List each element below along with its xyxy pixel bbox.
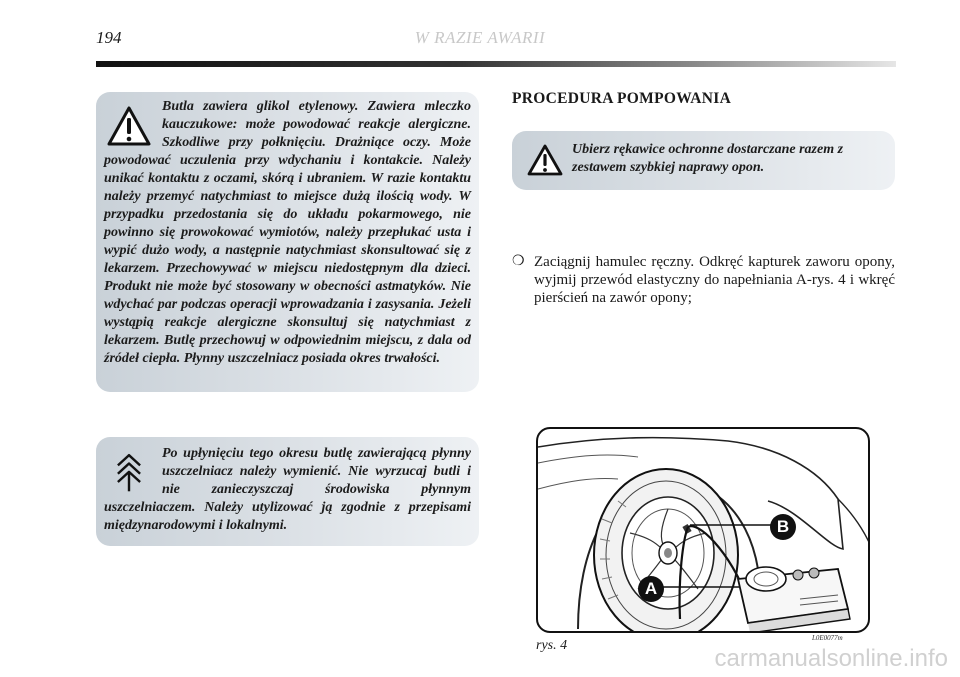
- warning-box-content: [104, 98, 471, 368]
- warning-triangle-icon: [104, 98, 154, 152]
- warning-box-gloves: [512, 131, 895, 190]
- gloves-warning-text: Ubierz rękawice ochronne dostarczane razem z zestawem szybkiej naprawy opon.: [572, 142, 844, 175]
- procedure-heading: PROCEDURA POMPOWANIA: [512, 90, 732, 107]
- section-title: W RAZIE AWARII: [414, 28, 546, 47]
- figure-code: L0E0077m: [812, 634, 843, 642]
- figure-caption: rys. 4: [536, 638, 568, 653]
- recycle-tree-icon: [104, 445, 154, 495]
- environment-box-content: [104, 445, 471, 535]
- bullet-text: Zaciągnij hamulec ręczny. Odkręć kapturek zaworu opony, wyjmij przewód elastyczny do napełniania A-rys. 4 i wkręć pierścień na zawór opony;: [534, 254, 895, 306]
- callout-a: [638, 576, 664, 602]
- warning-triangle-icon: [526, 143, 564, 177]
- page-number: 194: [96, 28, 122, 47]
- header-rule: [96, 61, 896, 67]
- warning-box-ingredients: [96, 92, 479, 392]
- environment-text: Po upłynięciu tego okresu butlę zawierającą płynny uszczelniacz należy wymienić. Nie wyrzucaj butli i nie zanieczyszczaj środowiska płynnym uszczelniaczem. Należy utylizować ją zgodnie z przepisami międzynarodowymi i lokalnymi.: [104, 446, 471, 533]
- tire-compressor-illustration: [538, 429, 870, 633]
- bullet-item: [512, 253, 895, 307]
- figure-tire-inflation: [536, 427, 870, 633]
- compressor-unit: [738, 567, 850, 633]
- watermark: carmanualsonline.info: [714, 645, 948, 672]
- callout-b: [770, 514, 796, 540]
- warning-text: Butla zawiera glikol etylenowy. Zawiera mleczko kauczukowe: może powodować reakcje alergiczne. Szkodliwe przy połknięciu. Drażniące oczy. Może powodować uczulenia przy wdychaniu i kontakcie. Należy unikać kontaktu z oczami, skórą i ubraniem. W razie kontaktu należy przemyć natychmiast to miejsce dużą ilością wody. W przypadku przedostania się do układu pokarmowego, nie powinno się prowokować wymiotów, należy przepłukać usta i wypić dużo wody, a następnie natychmiast skonsultować się z lekarzem. Przechowywać w miejscu niedostępnym dla dzieci. Produkt nie może być stosowany w obecności astmatyków. Nie wdychać par podczas operacji wprowadzania i zasysania. Jeżeli wystąpią reakcje alergiczne skonsultuj się natychmiast z lekarzem. Butlę przechowuj w odpowiednim miejscu, z dala od źródeł ciepła. Płynny uszczelniacz posiada okres trwałości.: [104, 99, 471, 366]
- bullet-marker: ❍: [512, 254, 525, 269]
- environment-box: [96, 437, 479, 546]
- callout-a-label: A: [644, 579, 658, 598]
- callout-b-label: B: [776, 517, 790, 536]
